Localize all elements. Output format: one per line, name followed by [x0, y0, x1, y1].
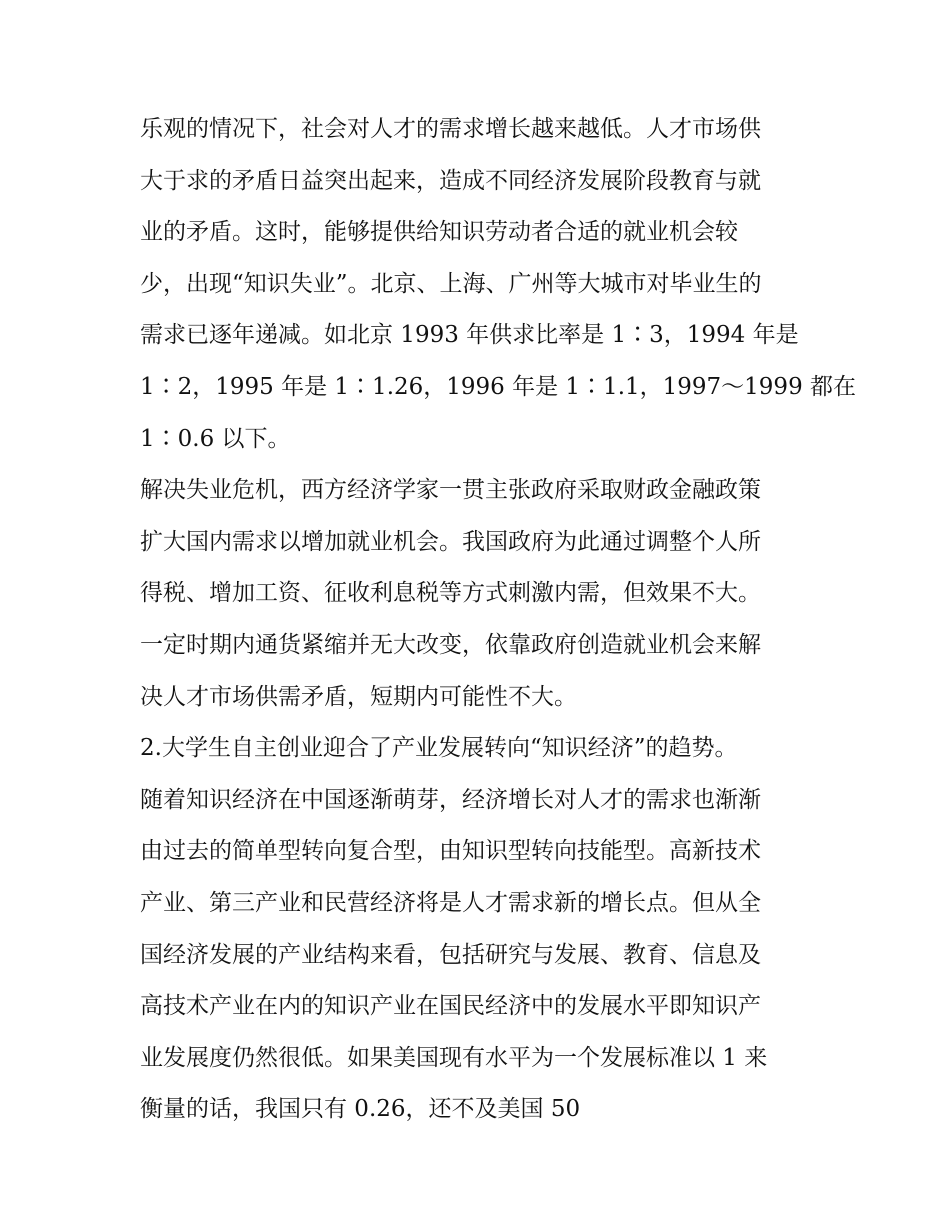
text-line: 决人才市场供需矛盾，短期内可能性不大。: [140, 683, 577, 710]
text-line: 由过去的简单型转向复合型，由知识型转向技能型。高新技术: [140, 838, 761, 865]
text-line: 衡量的话，我国只有 0.26，还不及美国 50: [140, 1096, 581, 1123]
text-line: 需求已逐年递减。如北京 1993 年供求比率是 1∶3，1994 年是: [140, 322, 799, 349]
text-line: 产业、第三产业和民营经济将是人才需求新的增长点。但从全: [140, 889, 761, 916]
text-line: 高技术产业在内的知识产业在国民经济中的发展水平即知识产: [140, 993, 761, 1020]
text-line: 一定时期内通货紧缩并无大改变，依靠政府创造就业机会来解: [140, 631, 761, 658]
text-line: 解决失业危机，西方经济学家一贯主张政府采取财政金融政策: [140, 477, 761, 504]
text-line: 大于求的矛盾日益突出起来，造成不同经济发展阶段教育与就: [140, 167, 761, 194]
text-line: 扩大国内需求以增加就业机会。我国政府为此通过调整个人所: [140, 528, 761, 555]
text-line: 业的矛盾。这时，能够提供给知识劳动者合适的就业机会较: [140, 219, 738, 246]
text-line: 乐观的情况下，社会对人才的需求增长越来越低。人才市场供: [140, 116, 761, 142]
section-heading: 2.大学生自主创业迎合了产业发展转向“知识经济”的趋势。: [140, 735, 738, 762]
text-line: 得税、增加工资、征收利息税等方式刺激内需，但效果不大。: [140, 580, 761, 607]
text-line: 业发展度仍然很低。如果美国现有水平为一个发展标准以 1 来: [140, 1044, 768, 1071]
document-body: [140, 104, 857, 1136]
text-line: 1∶2，1995 年是 1∶1.26，1996 年是 1∶1.1，1997～1999 都在: [140, 373, 857, 400]
text-line: 少，出现“知识失业”。北京、上海、广州等大城市对毕业生的: [140, 270, 762, 297]
text-line: 1∶0.6 以下。: [140, 425, 291, 452]
text-line: 国经济发展的产业结构来看，包括研究与发展、教育、信息及: [140, 941, 761, 968]
text-line: 随着知识经济在中国逐渐萌芽，经济增长对人才的需求也渐渐: [140, 786, 761, 813]
